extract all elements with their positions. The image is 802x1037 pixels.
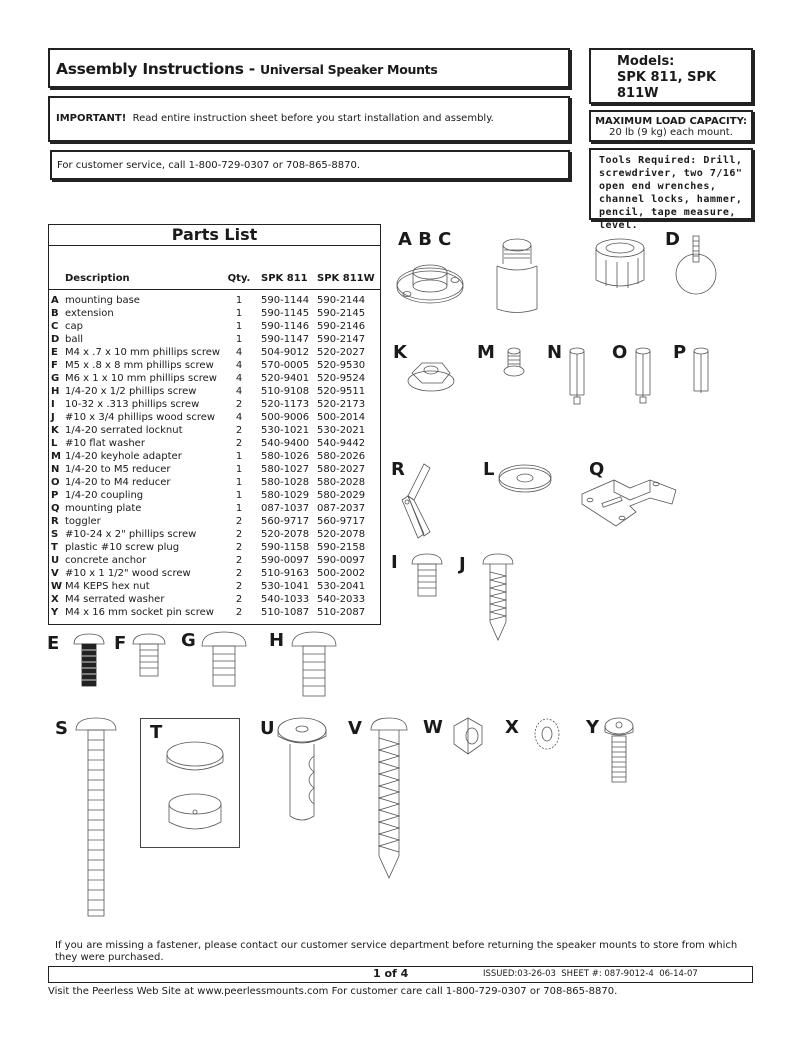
part-letter: S: [51, 529, 59, 540]
label-e: E: [47, 633, 60, 654]
label-m: M: [477, 342, 495, 363]
part-qty: 2: [235, 607, 243, 618]
part-number-spk811w: 590-0097: [317, 555, 366, 566]
part-letter: K: [51, 425, 59, 436]
serrated-washer-icon: [532, 716, 562, 752]
part-description: #10 flat washer: [65, 438, 145, 449]
part-letter: D: [51, 334, 60, 345]
header-spk811w: SPK 811W: [317, 273, 375, 284]
part-number-spk811w: 500-2014: [317, 412, 366, 423]
table-row: [49, 528, 380, 541]
table-row: [49, 424, 380, 437]
label-o: O: [612, 342, 628, 363]
label-i: I: [391, 552, 398, 573]
part-number-spk811: 530-1041: [261, 581, 310, 592]
part-number-spk811w: 520-2027: [317, 347, 366, 358]
label-k: K: [393, 342, 407, 363]
label-n: N: [547, 342, 563, 363]
part-number-spk811: 540-1033: [261, 594, 310, 605]
parts-list-title: Parts List: [49, 225, 380, 246]
part-number-spk811: 590-1144: [261, 295, 310, 306]
part-number-spk811w: 580-2027: [317, 464, 366, 475]
part-number-spk811: 520-9401: [261, 373, 310, 384]
parts-rows: [49, 294, 380, 619]
footer-bar: [48, 966, 753, 983]
part-number-spk811w: 580-2029: [317, 490, 366, 501]
mounting-plate-icon: [580, 464, 680, 534]
part-number-spk811w: 520-2078: [317, 529, 366, 540]
part-number-spk811w: 590-2145: [317, 308, 366, 319]
cap-icon: [590, 236, 650, 292]
part-number-spk811: 540-9400: [261, 438, 310, 449]
part-description: 1/4-20 coupling: [65, 490, 144, 501]
part-letter: A: [51, 295, 59, 306]
part-description: concrete anchor: [65, 555, 147, 566]
title-sub: Universal Speaker Mounts: [259, 62, 438, 77]
part-letter: J: [51, 412, 55, 423]
part-description: M4 x .7 x 10 mm phillips screw: [65, 347, 221, 358]
part-qty: 2: [235, 555, 243, 566]
part-number-spk811w: 530-2041: [317, 581, 366, 592]
table-row: [49, 502, 380, 515]
part-number-spk811: 510-9108: [261, 386, 310, 397]
part-description: extension: [65, 308, 114, 319]
part-qty: 1: [235, 295, 243, 306]
part-qty: 1: [235, 334, 243, 345]
part-qty: 2: [235, 516, 243, 527]
customer-service-text: For customer service, call 1-800-729-0307 or 708-865-8870.: [57, 160, 361, 171]
part-letter: P: [51, 490, 59, 501]
part-description: plastic #10 screw plug: [65, 542, 180, 553]
part-number-spk811w: 520-9524: [317, 373, 366, 384]
part-description: #10 x 1 1/2" wood screw: [65, 568, 191, 579]
concrete-anchor-icon: [276, 716, 328, 824]
part-letter: Y: [51, 607, 59, 618]
part-number-spk811w: 590-2158: [317, 542, 366, 553]
important-text: Read entire instruction sheet before you start installation and assembly.: [126, 113, 494, 124]
part-description: 1/4-20 keyhole adapter: [65, 451, 182, 462]
page-title: [56, 60, 438, 78]
part-letter: O: [51, 477, 60, 488]
part-number-spk811w: 580-2026: [317, 451, 366, 462]
table-row: [49, 372, 380, 385]
part-description: ball: [65, 334, 84, 345]
label-g: G: [181, 630, 196, 651]
table-row: [49, 463, 380, 476]
part-number-spk811: 580-1029: [261, 490, 310, 501]
table-row: [49, 567, 380, 580]
phillips-screw-i-icon: [410, 552, 446, 598]
keps-hex-nut-icon: [446, 716, 488, 758]
mounting-base-icon: [395, 250, 465, 306]
part-number-spk811: 500-9006: [261, 412, 310, 423]
part-qty: 2: [235, 438, 243, 449]
part-description: #10-24 x 2" phillips screw: [65, 529, 197, 540]
part-letter: E: [51, 347, 58, 358]
part-number-spk811: 510-9163: [261, 568, 310, 579]
load-capacity-box: [589, 110, 753, 142]
part-qty: 4: [235, 412, 243, 423]
part-qty: 1: [235, 477, 243, 488]
label-y: Y: [586, 717, 600, 738]
phillips-screw-f-icon: [131, 632, 167, 678]
extension-icon: [494, 236, 540, 316]
part-letter: B: [51, 308, 59, 319]
part-letter: C: [51, 321, 59, 332]
wood-screw-v-icon: [369, 716, 409, 880]
part-number-spk811w: 510-2087: [317, 607, 366, 618]
part-number-spk811: 520-2078: [261, 529, 310, 540]
part-number-spk811: 580-1026: [261, 451, 310, 462]
part-number-spk811w: 520-9511: [317, 386, 366, 397]
label-l: L: [483, 459, 495, 480]
important-label: IMPORTANT!: [56, 113, 127, 124]
serrated-locknut-icon: [406, 355, 456, 395]
part-number-spk811: 590-1147: [261, 334, 310, 345]
part-qty: 1: [235, 308, 243, 319]
part-qty: 4: [235, 373, 243, 384]
part-number-spk811w: 540-9442: [317, 438, 366, 449]
table-row: [49, 307, 380, 320]
table-row: [49, 333, 380, 346]
part-letter: V: [51, 568, 59, 579]
socket-pin-screw-icon: [603, 716, 635, 784]
wood-screw-j-icon: [481, 552, 517, 644]
table-header: [49, 273, 380, 290]
part-description: mounting base: [65, 295, 140, 306]
table-row: [49, 398, 380, 411]
table-row: [49, 320, 380, 333]
part-number-spk811: 520-1173: [261, 399, 310, 410]
part-number-spk811: 590-0097: [261, 555, 310, 566]
label-f: F: [114, 633, 127, 654]
part-qty: 2: [235, 581, 243, 592]
label-u: U: [260, 718, 275, 739]
part-number-spk811: 580-1027: [261, 464, 310, 475]
label-q: Q: [589, 459, 605, 480]
part-description: toggler: [65, 516, 101, 527]
part-qty: 2: [235, 425, 243, 436]
part-description: 1/4-20 x 1/2 phillips screw: [65, 386, 197, 397]
table-row: [49, 437, 380, 450]
important-box: [48, 96, 570, 142]
part-number-spk811w: 540-2033: [317, 594, 366, 605]
part-letter: L: [51, 438, 58, 449]
parts-list-table: [48, 224, 381, 625]
missing-fastener-note: If you are missing a fastener, please contact our customer service department before returning the speaker mounts to store from which they were purchased.: [55, 940, 738, 963]
ball-icon: [674, 236, 718, 296]
part-number-spk811: 530-1021: [261, 425, 310, 436]
label-x: X: [505, 717, 519, 738]
table-row: [49, 346, 380, 359]
part-letter: W: [51, 581, 63, 592]
part-number-spk811: 590-1158: [261, 542, 310, 553]
part-letter: X: [51, 594, 59, 605]
part-description: cap: [65, 321, 83, 332]
part-letter: M: [51, 451, 61, 462]
label-r: R: [391, 459, 405, 480]
part-qty: 1: [235, 490, 243, 501]
models-label: Models:: [617, 54, 675, 69]
table-row: [49, 606, 380, 619]
label-abc: A B C: [398, 229, 452, 250]
toggler-icon: [394, 460, 438, 540]
part-number-spk811: 590-1145: [261, 308, 310, 319]
label-s: S: [55, 718, 68, 739]
label-p: P: [673, 342, 687, 363]
phillips-screw-g-icon: [200, 630, 248, 688]
part-number-spk811w: 590-2146: [317, 321, 366, 332]
phillips-screw-e-icon: [72, 632, 106, 688]
part-number-spk811: 570-0005: [261, 360, 310, 371]
part-letter: Q: [51, 503, 60, 514]
part-number-spk811: 510-1087: [261, 607, 310, 618]
part-description: #10 x 3/4 phillips wood screw: [65, 412, 216, 423]
part-qty: 1: [235, 321, 243, 332]
part-number-spk811: 590-1146: [261, 321, 310, 332]
part-number-spk811w: 560-9717: [317, 516, 366, 527]
screw-plug-icon: [165, 740, 225, 840]
table-row: [49, 489, 380, 502]
part-number-spk811: 560-9717: [261, 516, 310, 527]
part-description: M4 x 16 mm socket pin screw: [65, 607, 214, 618]
tools-required-text: Tools Required: Drill, screwdriver, two 7/16" open end wrenches, channel locks, hammer, pencil, tape measure, level.: [599, 155, 743, 231]
models-value: SPK 811, SPK 811W: [617, 70, 717, 101]
part-number-spk811w: 520-9530: [317, 360, 366, 371]
part-letter: T: [51, 542, 58, 553]
part-description: M4 serrated washer: [65, 594, 165, 605]
part-qty: 1: [235, 464, 243, 475]
label-v: V: [348, 718, 362, 739]
part-number-spk811: 580-1028: [261, 477, 310, 488]
keyhole-adapter-icon: [502, 347, 526, 379]
part-number-spk811: 087-1037: [261, 503, 310, 514]
part-letter: U: [51, 555, 60, 566]
label-t: T: [150, 722, 163, 743]
header-description: Description: [65, 273, 130, 284]
part-qty: 2: [235, 529, 243, 540]
issued-info: ISSUED:03-26-03 SHEET #: 087-9012-4 06-14-07: [483, 969, 698, 979]
table-row: [49, 515, 380, 528]
table-row: [49, 541, 380, 554]
part-letter: F: [51, 360, 58, 371]
title-box: [48, 48, 570, 88]
table-row: [49, 294, 380, 307]
part-qty: 2: [235, 594, 243, 605]
part-number-spk811w: 520-2173: [317, 399, 366, 410]
part-number-spk811w: 087-2037: [317, 503, 366, 514]
part-description: 1/4-20 to M5 reducer: [65, 464, 171, 475]
table-row: [49, 450, 380, 463]
phillips-screw-h-icon: [290, 630, 338, 698]
reducer-m5-icon: [566, 347, 588, 407]
part-letter: R: [51, 516, 59, 527]
part-description: 10-32 x .313 phillips screw: [65, 399, 200, 410]
label-h: H: [269, 630, 285, 651]
part-letter: G: [51, 373, 60, 384]
part-number-spk811w: 590-2147: [317, 334, 366, 345]
table-row: [49, 359, 380, 372]
part-number-spk811w: 500-2002: [317, 568, 366, 579]
part-description: M6 x 1 x 10 mm phillips screw: [65, 373, 217, 384]
reducer-m4-icon: [632, 347, 654, 405]
label-d: D: [665, 229, 680, 250]
part-letter: I: [51, 399, 55, 410]
part-description: 1/4-20 to M4 reducer: [65, 477, 171, 488]
customer-service-box: [50, 150, 570, 180]
title-main: Assembly Instructions -: [56, 60, 260, 78]
flat-washer-icon: [497, 462, 553, 496]
part-number-spk811: 504-9012: [261, 347, 310, 358]
part-qty: 2: [235, 542, 243, 553]
load-capacity-value: 20 lb (9 kg) each mount.: [609, 127, 733, 138]
table-row: [49, 411, 380, 424]
header-spk811: SPK 811: [261, 273, 308, 284]
table-row: [49, 554, 380, 567]
part-letter: H: [51, 386, 60, 397]
table-row: [49, 593, 380, 606]
part-qty: 4: [235, 386, 243, 397]
models-box: [589, 48, 753, 104]
coupling-icon: [690, 347, 712, 397]
part-qty: 2: [235, 568, 243, 579]
part-qty: 4: [235, 347, 243, 358]
part-description: M4 KEPS hex nut: [65, 581, 150, 592]
part-qty: 2: [235, 399, 243, 410]
header-qty: Qty.: [227, 273, 251, 284]
part-number-spk811w: 590-2144: [317, 295, 366, 306]
website-contact-line: Visit the Peerless Web Site at www.peerlessmounts.com For customer care call 1-800-729-0307 or 708-865-8870.: [48, 986, 618, 997]
part-qty: 4: [235, 360, 243, 371]
label-j: J: [459, 554, 466, 575]
page-number: 1 of 4: [373, 967, 409, 980]
table-row: [49, 385, 380, 398]
part-number-spk811w: 580-2028: [317, 477, 366, 488]
tools-required-box: [589, 148, 753, 231]
load-capacity-label: MAXIMUM LOAD CAPACITY:: [595, 116, 747, 127]
part-qty: 1: [235, 503, 243, 514]
label-w: W: [423, 717, 443, 738]
part-description: 1/4-20 serrated locknut: [65, 425, 183, 436]
part-description: M5 x .8 x 8 mm phillips screw: [65, 360, 214, 371]
part-letter: N: [51, 464, 60, 475]
table-row: [49, 580, 380, 593]
phillips-screw-s-icon: [74, 716, 118, 918]
part-number-spk811w: 530-2021: [317, 425, 366, 436]
part-description: mounting plate: [65, 503, 142, 514]
table-row: [49, 476, 380, 489]
part-qty: 1: [235, 451, 243, 462]
